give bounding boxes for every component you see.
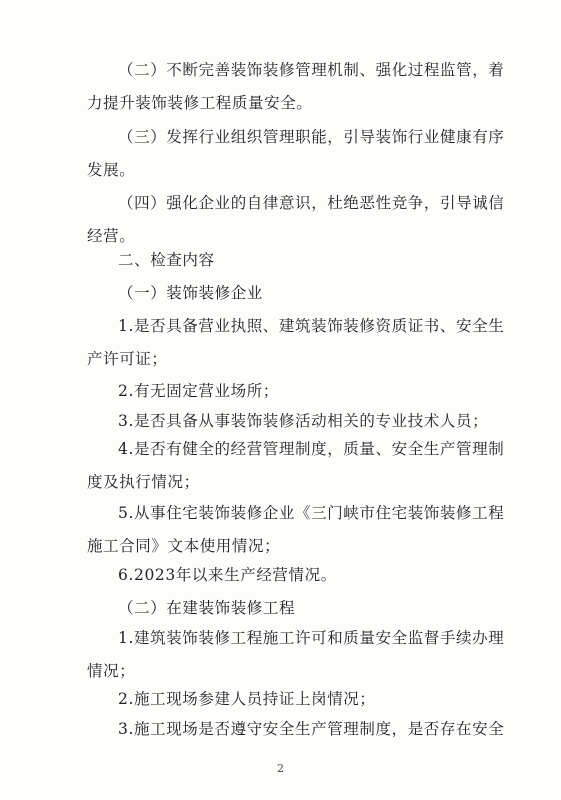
section-heading: 二、检查内容 [118,251,215,269]
list-item: 2.有无固定营业场所； [118,382,279,400]
list-item: 5.从事住宅装饰装修企业《三门峡市住宅装饰装修工程施工合同》文本使用情况； [87,504,505,555]
subsection-heading-1: （一）装饰装修企业 [118,284,263,302]
paragraph-3: （三）发挥行业组织管理职能，引导装饰行业健康有序发展。 [87,128,505,179]
list-item: 3.施工现场是否遵守安全生产管理制度，是否存在安全 [118,720,505,738]
list-item: 4.是否有健全的经营管理制度，质量、安全生产管理制度及执行情况； [87,440,505,491]
list-item: 3.是否具备从事装饰装修活动相关的专业技术人员； [118,412,489,430]
list-item: 1.建筑装饰装修工程施工许可和质量安全监督手续办理情况； [87,629,505,680]
subsection-heading-2: （二）在建装饰装修工程 [118,599,296,617]
paragraph-4: （四）强化企业的自律意识，杜绝恶性竞争，引导诚信经营。 [87,194,505,245]
page-number: 2 [277,762,284,775]
list-item: 6.2023年以来生产经营情况。 [118,566,337,584]
paragraph-2: （二）不断完善装饰装修管理机制、强化过程监管，着力提升装饰装修工程质量安全。 [87,61,505,112]
list-item: 1.是否具备营业执照、建筑装饰装修资质证书、安全生产许可证； [87,317,505,368]
list-item: 2.施工现场参建人员持证上岗情况； [118,690,376,708]
